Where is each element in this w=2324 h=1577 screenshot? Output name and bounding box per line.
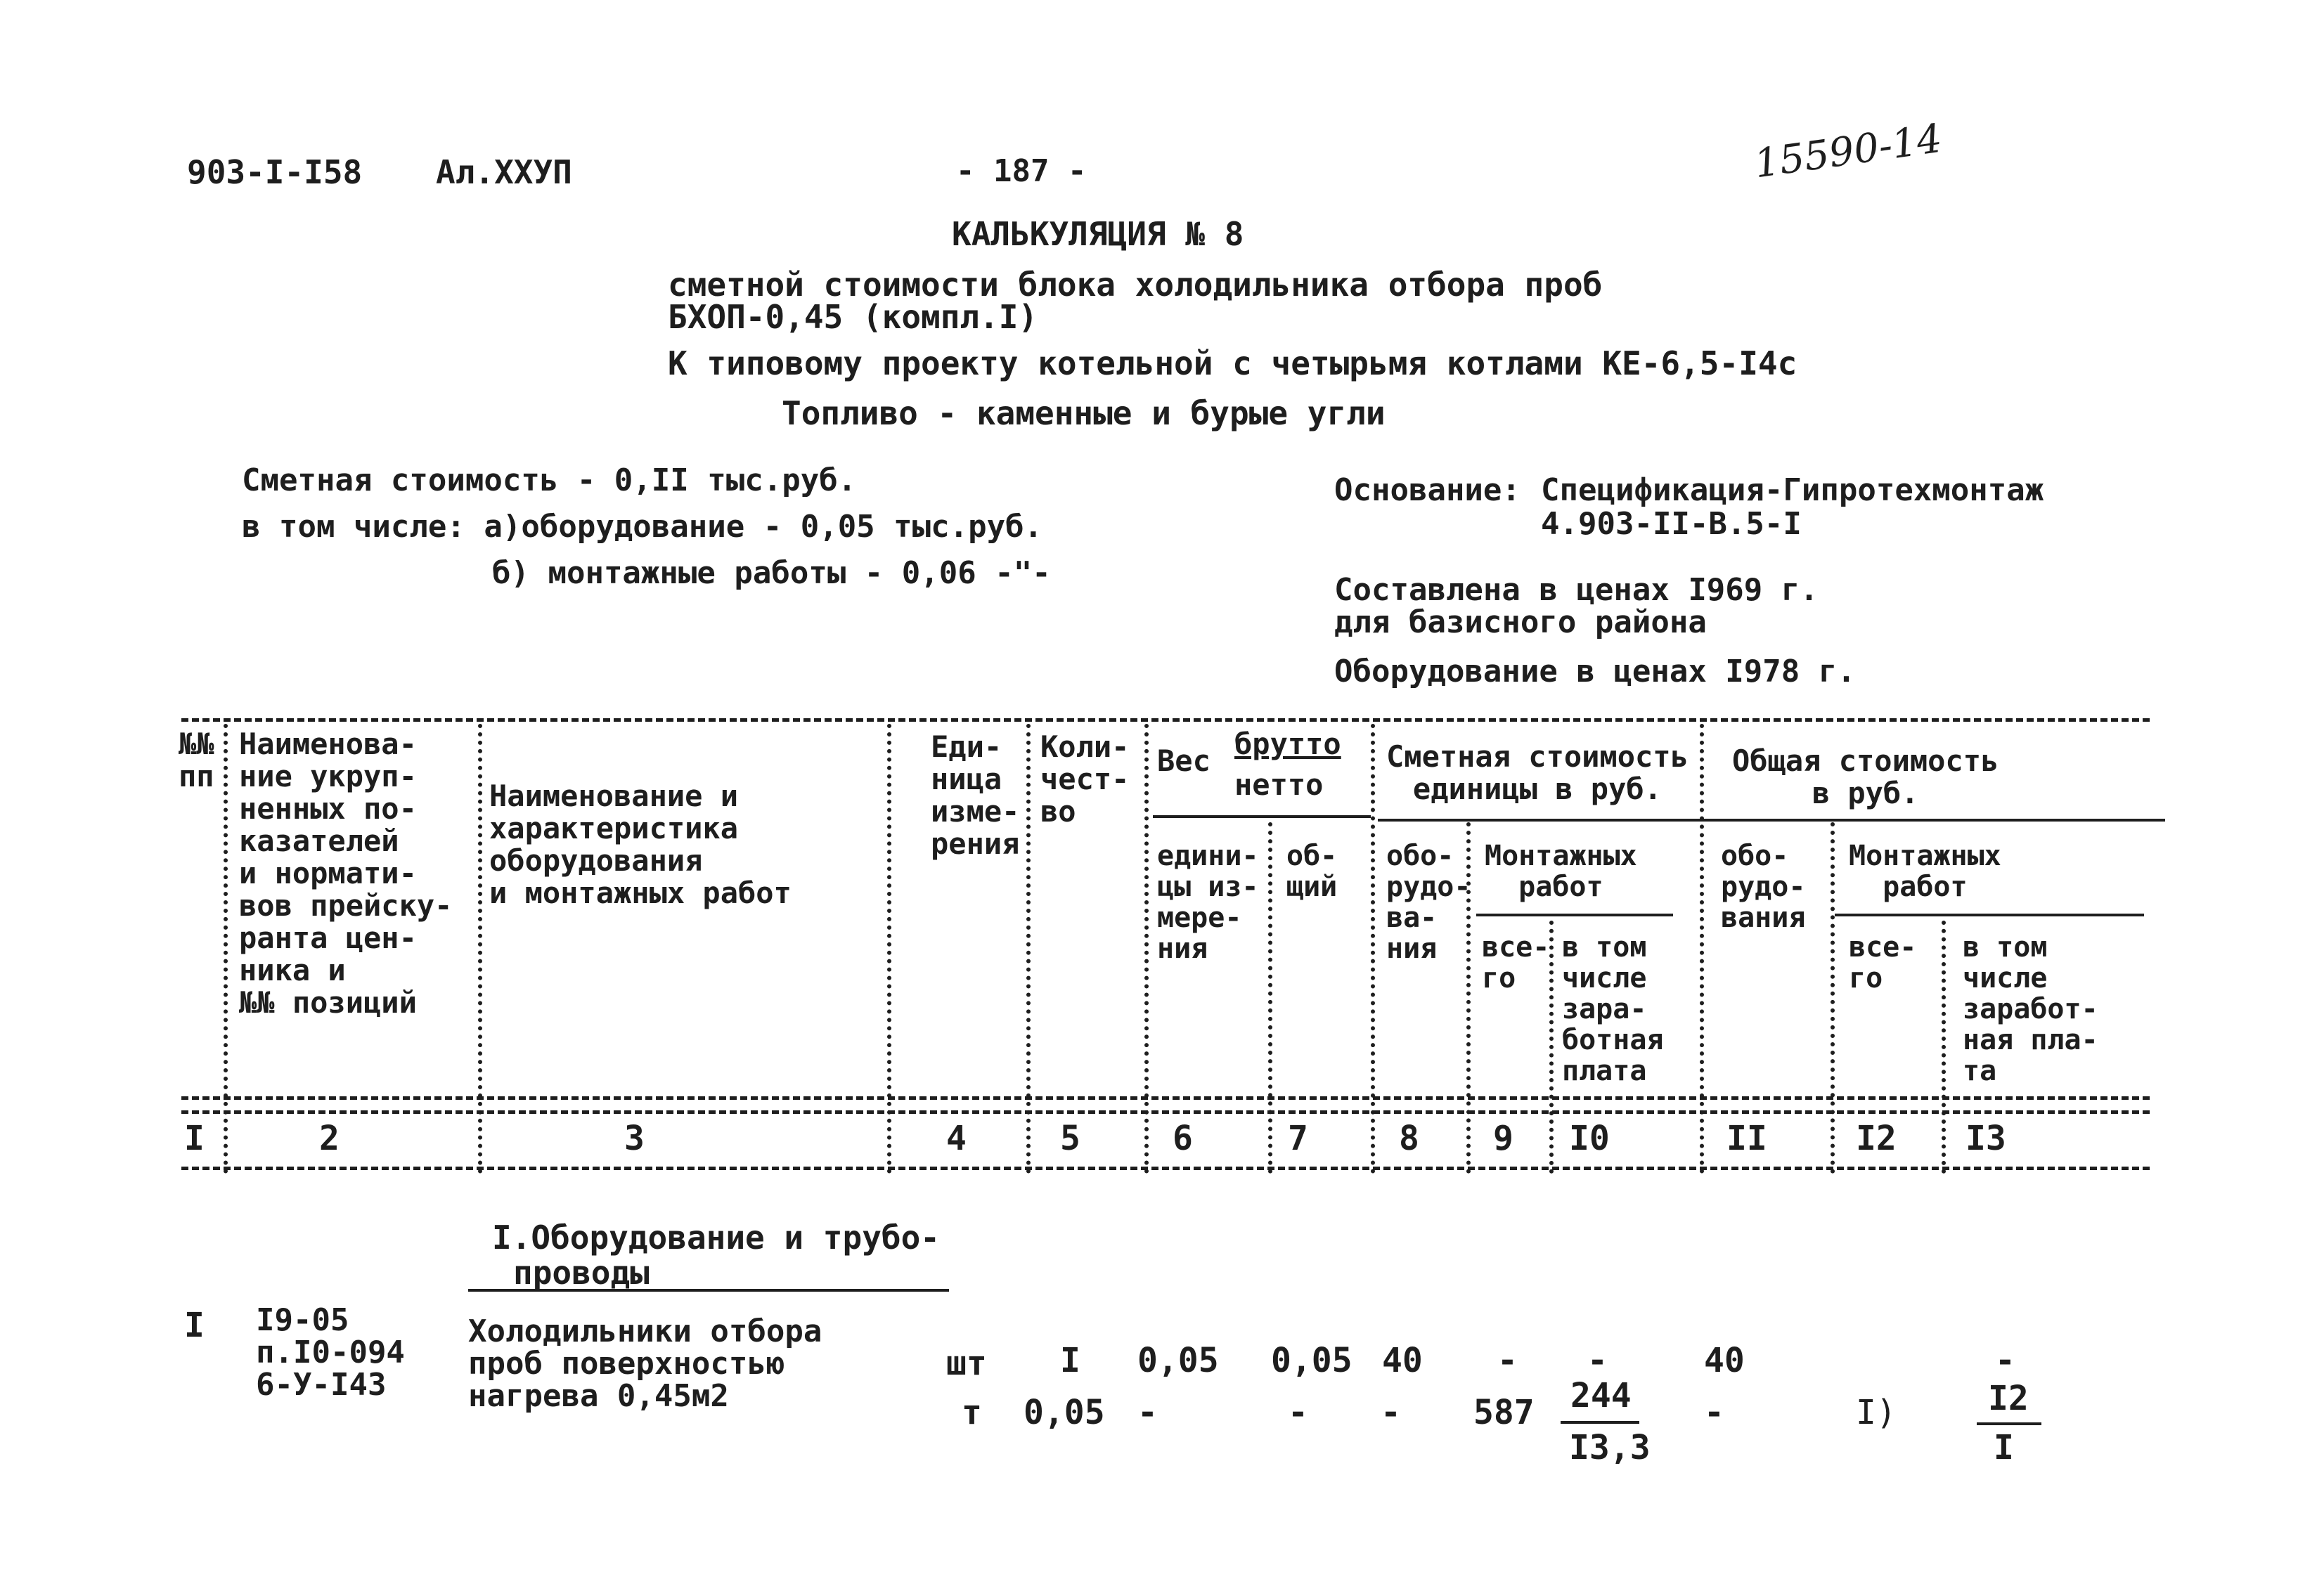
- col-divider-11: [1831, 822, 1835, 1174]
- column-number-6: 6: [1173, 1119, 1193, 1158]
- calculation-title: КАЛЬКУЛЯЦИЯ № 8: [952, 215, 1244, 253]
- column-numbers-top-rule: [181, 1110, 2150, 1114]
- header-quantity: Коли- чест- во: [1040, 729, 1130, 829]
- title-line-3: К типовому проекту котельной с четырьмя котлами КЕ-6,5-I4с: [668, 344, 1797, 382]
- column-number-4: 4: [946, 1119, 967, 1158]
- header-montage-total: Монтажных работ: [1849, 840, 2001, 903]
- row-montage-total-wages: -: [1995, 1341, 2015, 1380]
- row-equipment-unit-cost-tons: -: [1381, 1393, 1401, 1432]
- column-number-12: I2: [1856, 1119, 1897, 1158]
- col-divider-5: [1144, 724, 1149, 1174]
- column-number-1: I: [184, 1119, 205, 1158]
- row-montage-total-wages-bottom: I: [1994, 1428, 2014, 1467]
- row-montage-total-wages-fraction-rule: [1977, 1422, 2041, 1425]
- header-equipment-unit: обо- рудо- ва- ния: [1386, 840, 1471, 965]
- unit-cost-sub-rule: [1378, 819, 2165, 822]
- header-montage-unit-wages: в том числе зара- ботная плата: [1562, 931, 1664, 1087]
- header-equipment-total: обо- рудо- вания: [1721, 840, 1806, 934]
- column-number-13: I3: [1965, 1119, 2006, 1158]
- table-top-rule: [181, 718, 2150, 722]
- header-item-no: №№ пп: [179, 727, 214, 793]
- column-number-7: 7: [1288, 1119, 1308, 1158]
- title-line-1: сметной стоимости блока холодильника отбора проб: [668, 266, 1603, 304]
- col-divider-3: [887, 724, 891, 1174]
- header-montage-total-wages: в том числе заработ- ная пла- та: [1963, 931, 2098, 1087]
- row-equipment-total-cost: 40: [1704, 1341, 1745, 1380]
- header-weight: Вес: [1157, 744, 1211, 778]
- title-line-2: БХОП-0,45 (компл.I): [668, 298, 1038, 336]
- weight-sub-rule: [1153, 815, 1371, 818]
- album-number: Ал.ХХУП: [436, 153, 572, 191]
- row-montage-unit-wages: -: [1587, 1341, 1608, 1380]
- col-divider-7: [1371, 724, 1375, 1174]
- header-unit: Еди- ница изме- рения: [931, 729, 1020, 861]
- row-quantity-tons: 0,05: [1024, 1393, 1105, 1432]
- header-indicator-codes: Наименова- ние укруп- ненных по- казателей и нормати- вов прейску- ранта цен- ника и №№ позиций: [239, 727, 453, 1020]
- row-montage-total-all-tons: I): [1856, 1393, 1897, 1432]
- row-montage-unit-wages-bottom: I3,3: [1569, 1428, 1651, 1467]
- header-weight-total: об- щий: [1286, 840, 1338, 903]
- estimated-total-cost: Сметная стоимость - 0,II тыс.руб.: [242, 462, 857, 498]
- section-heading: I.Оборудование и трубо- проводы: [492, 1219, 940, 1292]
- row-quantity-pieces: I: [1060, 1341, 1080, 1380]
- row-weight-total-tons: -: [1288, 1393, 1308, 1432]
- montage-cost: б) монтажные работы - 0,06 -"-: [492, 555, 1051, 591]
- header-montage-unit-total: все- го: [1482, 931, 1550, 994]
- basis-label: Основание:: [1334, 472, 1521, 508]
- montage-b-sub-rule: [1835, 914, 2144, 916]
- row-weight-total: 0,05: [1271, 1341, 1353, 1380]
- prices-note-1: Составлена в ценах I969 г.: [1334, 572, 1819, 608]
- column-number-9: 9: [1493, 1119, 1513, 1158]
- row-unit-pieces: шт: [946, 1344, 987, 1383]
- prices-note-3: Оборудование в ценах I978 г.: [1334, 654, 1856, 689]
- header-weight-per-unit: едини- цы из- мере- ния: [1157, 840, 1259, 965]
- header-netto: нетто: [1234, 767, 1324, 802]
- row-unit-tons: т: [962, 1393, 982, 1432]
- row-montage-unit-wages-fraction-rule: [1561, 1421, 1639, 1424]
- col-divider-1: [224, 724, 228, 1174]
- header-montage-unit: Монтажных работ: [1485, 840, 1637, 903]
- section-heading-rule: [468, 1289, 949, 1292]
- column-numbers-bottom-rule: [181, 1167, 2150, 1170]
- row-montage-unit-wages-top: 244: [1570, 1376, 1632, 1415]
- row-item-name: Холодильники отбора проб поверхностью нагрева 0,45м2: [468, 1313, 822, 1414]
- column-number-2: 2: [319, 1119, 340, 1158]
- column-number-3: 3: [624, 1119, 645, 1158]
- column-number-8: 8: [1399, 1119, 1419, 1158]
- page-number: - 187 -: [956, 153, 1087, 189]
- row-montage-unit-total: -: [1497, 1341, 1518, 1380]
- title-line-4: Топливо - каменные и бурые угли: [782, 394, 1386, 432]
- basis-value-2: 4.903-II-В.5-I: [1541, 506, 1802, 542]
- header-montage-total-all: все- го: [1849, 931, 1917, 994]
- document-code: 903-I-I58: [187, 153, 363, 191]
- row-equipment-unit-cost: 40: [1382, 1341, 1423, 1380]
- row-weight-unit: 0,05: [1137, 1341, 1219, 1380]
- col-divider-6: [1268, 822, 1272, 1174]
- col-divider-9: [1549, 921, 1554, 1174]
- header-item-description: Наименование и характеристика оборудования и монтажных работ: [489, 779, 792, 910]
- table-header-rule: [181, 1096, 2150, 1100]
- prices-note-2: для базисного района: [1334, 604, 1707, 640]
- basis-value-1: Спецификация-Гипротехмонтаж: [1541, 472, 2044, 508]
- col-divider-12: [1942, 921, 1946, 1174]
- col-divider-2: [478, 724, 482, 1174]
- column-number-5: 5: [1060, 1119, 1080, 1158]
- column-number-10: I0: [1569, 1119, 1610, 1158]
- col-divider-4: [1026, 724, 1031, 1174]
- row-number: I: [184, 1306, 205, 1345]
- equipment-cost: в том числе: а)оборудование - 0,05 тыс.руб.: [242, 509, 1043, 545]
- header-unit-cost: Сметная стоимость единицы в руб.: [1386, 739, 1689, 806]
- column-number-11: II: [1726, 1119, 1767, 1158]
- header-brutto: брутто: [1234, 727, 1341, 761]
- montage-a-sub-rule: [1476, 914, 1673, 916]
- row-equipment-total-cost-tons: -: [1704, 1393, 1724, 1432]
- header-total-cost: Общая стоимость в руб.: [1732, 744, 1999, 810]
- row-weight-unit-tons: -: [1137, 1393, 1158, 1432]
- col-divider-10: [1700, 724, 1704, 1174]
- handwritten-number: 15590-14: [1751, 115, 1945, 188]
- row-price-codes: I9-05 п.I0-094 6-У-I43: [256, 1302, 405, 1403]
- row-montage-total-wages-top: I2: [1988, 1379, 2029, 1418]
- row-montage-unit-total-tons: 587: [1473, 1393, 1535, 1432]
